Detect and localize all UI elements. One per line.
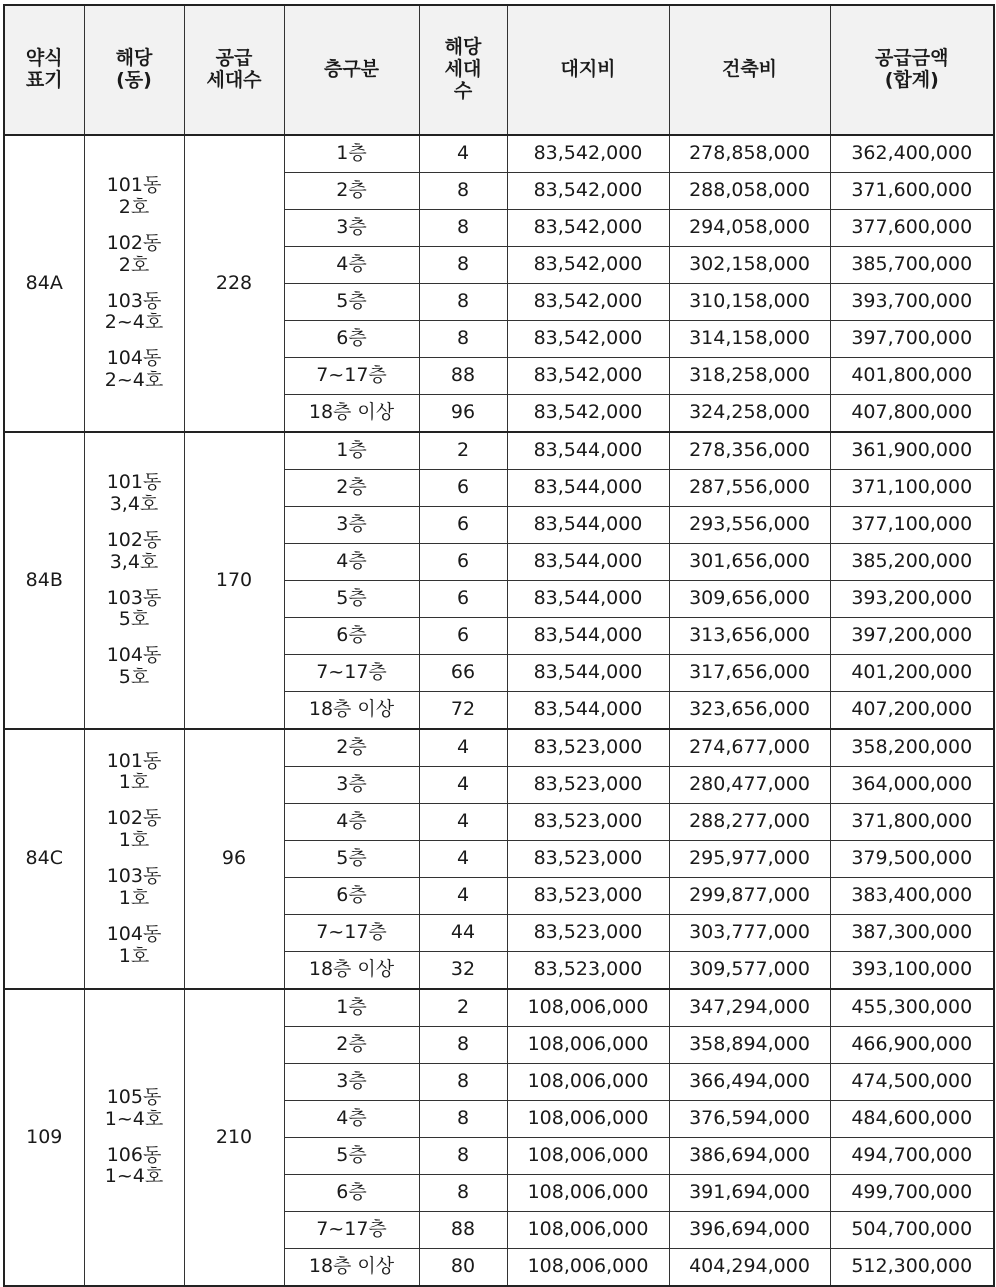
total-price-cell: 362,400,000 bbox=[830, 135, 994, 173]
floor-cell: 2층 bbox=[284, 729, 419, 767]
total-price-cell: 371,600,000 bbox=[830, 173, 994, 210]
land-cost-cell: 108,006,000 bbox=[507, 1064, 669, 1101]
floor-units-cell: 80 bbox=[419, 1249, 507, 1287]
floor-units-cell: 4 bbox=[419, 804, 507, 841]
building-cost-cell: 318,258,000 bbox=[669, 358, 830, 395]
floor-cell: 18층 이상 bbox=[284, 952, 419, 990]
building-cost-cell: 280,477,000 bbox=[669, 767, 830, 804]
total-price-cell: 393,100,000 bbox=[830, 952, 994, 990]
floor-units-cell: 8 bbox=[419, 173, 507, 210]
total-price-cell: 393,700,000 bbox=[830, 284, 994, 321]
floor-units-cell: 8 bbox=[419, 1138, 507, 1175]
floor-cell: 7~17층 bbox=[284, 915, 419, 952]
dong-label: 103동 2~4호 bbox=[104, 289, 164, 334]
land-cost-cell: 83,542,000 bbox=[507, 247, 669, 284]
header-total-price: 공급금액 (합계) bbox=[830, 5, 994, 135]
floor-units-cell: 4 bbox=[419, 729, 507, 767]
floor-units-cell: 8 bbox=[419, 247, 507, 284]
header-supply-units: 공급 세대수 bbox=[184, 5, 284, 135]
floor-units-cell: 8 bbox=[419, 1064, 507, 1101]
floor-units-cell: 8 bbox=[419, 1027, 507, 1064]
table-body bbox=[4, 135, 994, 1286]
building-cost-cell: 301,656,000 bbox=[669, 544, 830, 581]
header-dong: 해당 (동) bbox=[84, 5, 184, 135]
floor-cell: 7~17층 bbox=[284, 1212, 419, 1249]
building-cost-cell: 404,294,000 bbox=[669, 1249, 830, 1287]
floor-units-cell: 4 bbox=[419, 767, 507, 804]
floor-units-cell: 4 bbox=[419, 841, 507, 878]
total-price-cell: 499,700,000 bbox=[830, 1175, 994, 1212]
building-cost-cell: 303,777,000 bbox=[669, 915, 830, 952]
floor-units-cell: 32 bbox=[419, 952, 507, 990]
header-type: 약식 표기 bbox=[4, 5, 84, 135]
floor-cell: 5층 bbox=[284, 581, 419, 618]
total-price-cell: 377,600,000 bbox=[830, 210, 994, 247]
floor-cell: 4층 bbox=[284, 804, 419, 841]
land-cost-cell: 83,523,000 bbox=[507, 729, 669, 767]
type-cell: 84C bbox=[4, 729, 84, 989]
dong-label: 103동 5호 bbox=[106, 586, 162, 631]
building-cost-cell: 278,356,000 bbox=[669, 432, 830, 470]
total-price-cell: 387,300,000 bbox=[830, 915, 994, 952]
floor-cell: 2층 bbox=[284, 1027, 419, 1064]
building-cost-cell: 386,694,000 bbox=[669, 1138, 830, 1175]
land-cost-cell: 83,542,000 bbox=[507, 135, 669, 173]
floor-cell: 1층 bbox=[284, 432, 419, 470]
building-cost-cell: 278,858,000 bbox=[669, 135, 830, 173]
total-price-cell: 474,500,000 bbox=[830, 1064, 994, 1101]
building-cost-cell: 309,656,000 bbox=[669, 581, 830, 618]
building-cost-cell: 376,594,000 bbox=[669, 1101, 830, 1138]
floor-cell: 3층 bbox=[284, 1064, 419, 1101]
building-cost-cell: 299,877,000 bbox=[669, 878, 830, 915]
land-cost-cell: 83,544,000 bbox=[507, 581, 669, 618]
total-price-cell: 504,700,000 bbox=[830, 1212, 994, 1249]
floor-units-cell: 6 bbox=[419, 581, 507, 618]
dong-label: 104동 2~4호 bbox=[104, 347, 164, 392]
building-cost-cell: 288,058,000 bbox=[669, 173, 830, 210]
building-cost-cell: 309,577,000 bbox=[669, 952, 830, 990]
floor-cell: 2층 bbox=[284, 470, 419, 507]
floor-units-cell: 6 bbox=[419, 544, 507, 581]
floor-cell: 4층 bbox=[284, 544, 419, 581]
total-price-cell: 361,900,000 bbox=[830, 432, 994, 470]
total-price-cell: 371,800,000 bbox=[830, 804, 994, 841]
land-cost-cell: 83,544,000 bbox=[507, 544, 669, 581]
total-price-cell: 385,200,000 bbox=[830, 544, 994, 581]
header-floor: 층구분 bbox=[284, 5, 419, 135]
total-price-cell: 377,100,000 bbox=[830, 507, 994, 544]
floor-units-cell: 6 bbox=[419, 470, 507, 507]
land-cost-cell: 83,544,000 bbox=[507, 470, 669, 507]
header-building-cost: 건축비 bbox=[669, 5, 830, 135]
floor-units-cell: 2 bbox=[419, 989, 507, 1027]
building-cost-cell: 391,694,000 bbox=[669, 1175, 830, 1212]
floor-cell: 5층 bbox=[284, 284, 419, 321]
floor-cell: 4층 bbox=[284, 247, 419, 284]
dong-label: 102동 1호 bbox=[106, 807, 162, 852]
floor-cell: 5층 bbox=[284, 841, 419, 878]
building-cost-cell: 314,158,000 bbox=[669, 321, 830, 358]
dong-cell bbox=[84, 135, 184, 432]
floor-cell: 18층 이상 bbox=[284, 395, 419, 433]
land-cost-cell: 83,523,000 bbox=[507, 952, 669, 990]
total-price-cell: 494,700,000 bbox=[830, 1138, 994, 1175]
dong-label: 101동 1호 bbox=[106, 749, 162, 794]
header-land-cost: 대지비 bbox=[507, 5, 669, 135]
building-cost-cell: 294,058,000 bbox=[669, 210, 830, 247]
floor-units-cell: 96 bbox=[419, 395, 507, 433]
building-cost-cell: 317,656,000 bbox=[669, 655, 830, 692]
floor-cell: 3층 bbox=[284, 210, 419, 247]
floor-cell: 6층 bbox=[284, 1175, 419, 1212]
building-cost-cell: 396,694,000 bbox=[669, 1212, 830, 1249]
land-cost-cell: 83,523,000 bbox=[507, 841, 669, 878]
total-price-cell: 393,200,000 bbox=[830, 581, 994, 618]
total-price-cell: 484,600,000 bbox=[830, 1101, 994, 1138]
dong-label: 106동 1~4호 bbox=[104, 1143, 164, 1188]
total-price-cell: 371,100,000 bbox=[830, 470, 994, 507]
dong-label: 102동 3,4호 bbox=[106, 528, 162, 573]
total-price-cell: 397,200,000 bbox=[830, 618, 994, 655]
land-cost-cell: 83,542,000 bbox=[507, 210, 669, 247]
dong-label: 101동 2호 bbox=[106, 174, 162, 218]
land-cost-cell: 83,523,000 bbox=[507, 915, 669, 952]
dong-cell bbox=[84, 729, 184, 989]
floor-cell: 7~17층 bbox=[284, 655, 419, 692]
land-cost-cell: 108,006,000 bbox=[507, 1138, 669, 1175]
land-cost-cell: 108,006,000 bbox=[507, 1249, 669, 1287]
floor-units-cell: 8 bbox=[419, 210, 507, 247]
floor-units-cell: 88 bbox=[419, 358, 507, 395]
floor-cell: 6층 bbox=[284, 618, 419, 655]
dong-label: 104동 1호 bbox=[106, 922, 162, 967]
total-price-cell: 401,200,000 bbox=[830, 655, 994, 692]
floor-cell: 1층 bbox=[284, 989, 419, 1027]
dong-cell bbox=[84, 989, 184, 1286]
dong-cell bbox=[84, 432, 184, 729]
floor-cell: 5층 bbox=[284, 1138, 419, 1175]
building-cost-cell: 358,894,000 bbox=[669, 1027, 830, 1064]
land-cost-cell: 83,542,000 bbox=[507, 173, 669, 210]
total-price-cell: 401,800,000 bbox=[830, 358, 994, 395]
land-cost-cell: 108,006,000 bbox=[507, 989, 669, 1027]
building-cost-cell: 288,277,000 bbox=[669, 804, 830, 841]
floor-cell: 4층 bbox=[284, 1101, 419, 1138]
building-cost-cell: 274,677,000 bbox=[669, 729, 830, 767]
land-cost-cell: 108,006,000 bbox=[507, 1212, 669, 1249]
supply-units-cell: 210 bbox=[184, 989, 284, 1286]
building-cost-cell: 287,556,000 bbox=[669, 470, 830, 507]
supply-units-cell: 228 bbox=[184, 135, 284, 432]
header-floor-units: 해당 세대 수 bbox=[419, 5, 507, 135]
total-price-cell: 397,700,000 bbox=[830, 321, 994, 358]
total-price-cell: 383,400,000 bbox=[830, 878, 994, 915]
floor-cell: 18층 이상 bbox=[284, 1249, 419, 1287]
land-cost-cell: 83,523,000 bbox=[507, 804, 669, 841]
building-cost-cell: 366,494,000 bbox=[669, 1064, 830, 1101]
land-cost-cell: 83,542,000 bbox=[507, 321, 669, 358]
floor-cell: 18층 이상 bbox=[284, 692, 419, 730]
floor-cell: 2층 bbox=[284, 173, 419, 210]
building-cost-cell: 302,158,000 bbox=[669, 247, 830, 284]
floor-cell: 3층 bbox=[284, 507, 419, 544]
land-cost-cell: 83,544,000 bbox=[507, 507, 669, 544]
building-cost-cell: 293,556,000 bbox=[669, 507, 830, 544]
floor-units-cell: 8 bbox=[419, 1101, 507, 1138]
type-cell: 84B bbox=[4, 432, 84, 729]
land-cost-cell: 83,544,000 bbox=[507, 432, 669, 470]
floor-units-cell: 88 bbox=[419, 1212, 507, 1249]
total-price-cell: 385,700,000 bbox=[830, 247, 994, 284]
floor-units-cell: 72 bbox=[419, 692, 507, 730]
price-table bbox=[3, 4, 995, 1287]
total-price-cell: 466,900,000 bbox=[830, 1027, 994, 1064]
floor-cell: 1층 bbox=[284, 135, 419, 173]
type-cell: 84A bbox=[4, 135, 84, 432]
total-price-cell: 358,200,000 bbox=[830, 729, 994, 767]
building-cost-cell: 323,656,000 bbox=[669, 692, 830, 730]
building-cost-cell: 313,656,000 bbox=[669, 618, 830, 655]
floor-units-cell: 66 bbox=[419, 655, 507, 692]
total-price-cell: 379,500,000 bbox=[830, 841, 994, 878]
floor-units-cell: 6 bbox=[419, 618, 507, 655]
table-row bbox=[4, 135, 994, 173]
total-price-cell: 455,300,000 bbox=[830, 989, 994, 1027]
floor-units-cell: 44 bbox=[419, 915, 507, 952]
total-price-cell: 407,800,000 bbox=[830, 395, 994, 433]
dong-label: 103동 1호 bbox=[106, 865, 162, 909]
land-cost-cell: 83,542,000 bbox=[507, 395, 669, 433]
land-cost-cell: 108,006,000 bbox=[507, 1027, 669, 1064]
dong-label: 104동 5호 bbox=[106, 644, 162, 689]
land-cost-cell: 83,544,000 bbox=[507, 655, 669, 692]
floor-cell: 3층 bbox=[284, 767, 419, 804]
total-price-cell: 364,000,000 bbox=[830, 767, 994, 804]
land-cost-cell: 83,544,000 bbox=[507, 692, 669, 730]
table-row bbox=[4, 432, 994, 470]
table-row bbox=[4, 989, 994, 1027]
floor-units-cell: 6 bbox=[419, 507, 507, 544]
land-cost-cell: 83,523,000 bbox=[507, 878, 669, 915]
building-cost-cell: 347,294,000 bbox=[669, 989, 830, 1027]
floor-units-cell: 4 bbox=[419, 135, 507, 173]
floor-units-cell: 2 bbox=[419, 432, 507, 470]
floor-units-cell: 8 bbox=[419, 1175, 507, 1212]
floor-units-cell: 4 bbox=[419, 878, 507, 915]
dong-label: 102동 2호 bbox=[106, 231, 162, 276]
land-cost-cell: 83,542,000 bbox=[507, 284, 669, 321]
land-cost-cell: 83,523,000 bbox=[507, 767, 669, 804]
header-row bbox=[4, 5, 994, 135]
total-price-cell: 512,300,000 bbox=[830, 1249, 994, 1287]
floor-units-cell: 8 bbox=[419, 284, 507, 321]
dong-label: 101동 3,4호 bbox=[106, 471, 162, 515]
dong-label: 105동 1~4호 bbox=[104, 1085, 164, 1130]
building-cost-cell: 295,977,000 bbox=[669, 841, 830, 878]
land-cost-cell: 83,544,000 bbox=[507, 618, 669, 655]
land-cost-cell: 83,542,000 bbox=[507, 358, 669, 395]
total-price-cell: 407,200,000 bbox=[830, 692, 994, 730]
building-cost-cell: 324,258,000 bbox=[669, 395, 830, 433]
floor-cell: 6층 bbox=[284, 878, 419, 915]
table-row bbox=[4, 729, 994, 767]
land-cost-cell: 108,006,000 bbox=[507, 1175, 669, 1212]
floor-units-cell: 8 bbox=[419, 321, 507, 358]
type-cell: 109 bbox=[4, 989, 84, 1286]
floor-cell: 7~17층 bbox=[284, 358, 419, 395]
land-cost-cell: 108,006,000 bbox=[507, 1101, 669, 1138]
building-cost-cell: 310,158,000 bbox=[669, 284, 830, 321]
floor-cell: 6층 bbox=[284, 321, 419, 358]
supply-units-cell: 96 bbox=[184, 729, 284, 989]
supply-units-cell: 170 bbox=[184, 432, 284, 729]
